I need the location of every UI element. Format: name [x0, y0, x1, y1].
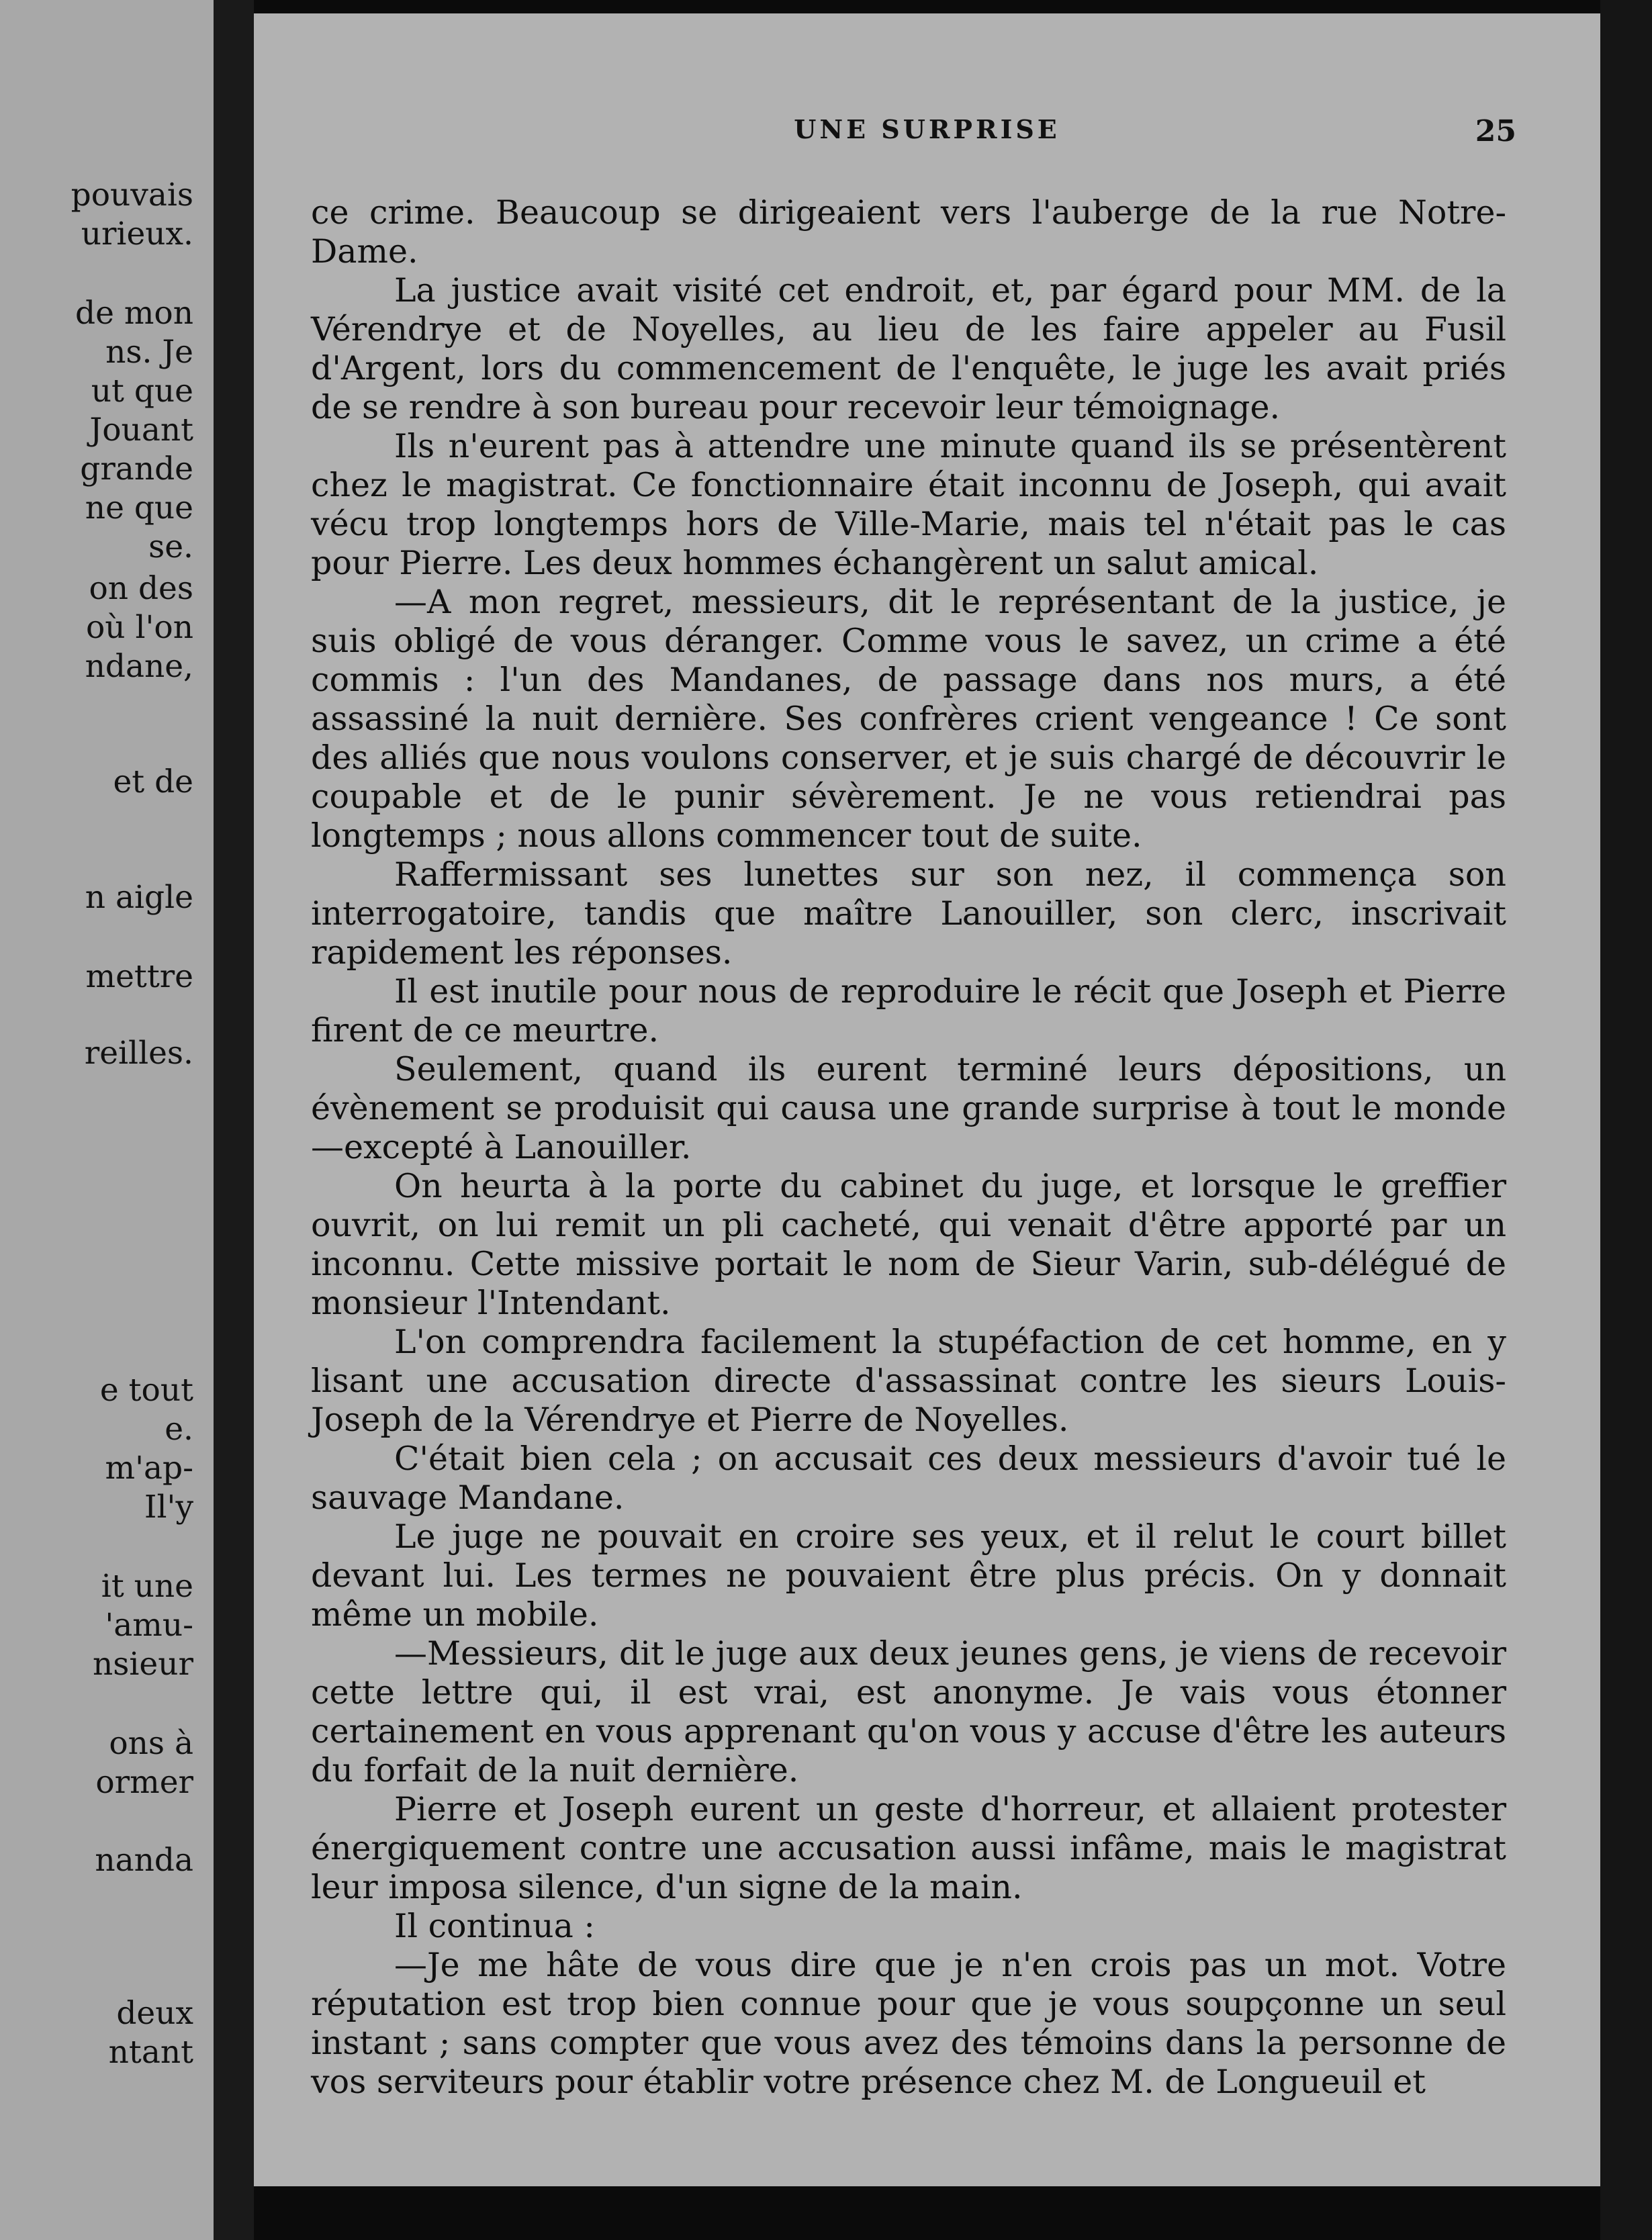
left-page-fragment: ndane,: [85, 648, 193, 685]
left-page-fragment: it une: [101, 1568, 193, 1605]
body-text: [311, 193, 1506, 2102]
left-page-fragment: ns. Je: [105, 334, 193, 371]
left-page-fragment: on des: [89, 570, 193, 607]
right-page: [254, 13, 1600, 2186]
left-page-fragment: ormer: [95, 1764, 193, 1801]
left-page-fragment: de mon: [75, 295, 193, 332]
left-page-fragment: urieux.: [81, 216, 193, 252]
left-page-fragment: 'amu-: [105, 1607, 193, 1644]
left-page-fragment: Jouant: [89, 412, 193, 449]
paragraph: On heurta à la porte du cabinet du juge, et lorsque le greffier ouvrit, on lui remit un pli cacheté, qui venait d'être apporté par un inconnu. Cette missive portait le nom de Sieur Varin, sub-délégué de monsieur l'Intendant.: [311, 1167, 1506, 1322]
paragraph: La justice avait visité cet endroit, et, par égard pour MM. de la Vérendrye et de Noyelles, au lieu de les faire appeler au Fusil d'Argent, lors du commencement de l'enquête, le juge les avait priés de se rendre à son bureau pour recevoir leur témoignage.: [311, 271, 1506, 426]
left-page-fragment: nanda: [95, 1842, 193, 1879]
left-page: [0, 0, 214, 2240]
paragraph: Ils n'eurent pas à attendre une minute quand ils se présentèrent chez le magistrat. Ce fonctionnaire était inconnu de Joseph, qui avait vécu trop longtemps hors de Ville-Marie, mais tel n'était pas le cas pour Pierre. Les deux hommes échangèrent un salut amical.: [311, 427, 1506, 582]
paragraph: —Messieurs, dit le juge aux deux jeunes gens, je viens de recevoir cette lettre qui, il est vrai, est anonyme. Je vais vous étonner certainement en vous apprenant qu'on vous y accuse d'être les auteurs du forfait de la nuit dernière.: [311, 1634, 1506, 1789]
paragraph: Raffermissant ses lunettes sur son nez, il commença son interrogatoire, tandis que maître Lanouiller, son clerc, inscrivait rapidement les réponses.: [311, 855, 1506, 972]
left-page-fragment: pouvais: [71, 177, 193, 214]
paragraph: ce crime. Beaucoup se dirigeaient vers l'auberge de la rue Notre-Dame.: [311, 193, 1506, 271]
paragraph: Le juge ne pouvait en croire ses yeux, et il relut le court billet devant lui. Les termes ne pouvaient être plus précis. On y donnait même un mobile.: [311, 1518, 1506, 1634]
paragraph: L'on comprendra facilement la stupéfaction de cet homme, en y lisant une accusation directe d'assassinat contre les sieurs Louis-Joseph de la Vérendrye et Pierre de Noyelles.: [311, 1323, 1506, 1439]
left-page-fragment: et de: [113, 763, 193, 800]
paragraph: Pierre et Joseph eurent un geste d'horreur, et allaient protester énergiquement contre une accusation aussi infâme, mais le magistrat leur imposa silence, d'un signe de la main.: [311, 1790, 1506, 1906]
book-gutter: [214, 0, 254, 2240]
left-page-fragment: n aigle: [85, 879, 193, 916]
left-page-fragment: reilles.: [84, 1035, 193, 1072]
scan-border: [1600, 0, 1652, 2240]
left-page-fragment: e tout: [99, 1372, 193, 1409]
left-page-fragment: ntant: [108, 2034, 193, 2071]
paragraph: Seulement, quand ils eurent terminé leurs dépositions, un évènement se produisit qui causa une grande surprise à tout le monde—excepté à Lanouiller.: [311, 1050, 1506, 1166]
left-page-fragment: ut que: [91, 373, 193, 410]
paragraph: —Je me hâte de vous dire que je n'en crois pas un mot. Votre réputation est trop bien connue pour que je vous soupçonne un seul instant ; sans compter que vous avez des témoins dans la personne de vos serviteurs pour établir votre présence chez M. de Longueuil et: [311, 1946, 1506, 2101]
paragraph: Il est inutile pour nous de reproduire le récit que Joseph et Pierre firent de ce meurtre.: [311, 972, 1506, 1049]
left-page-fragment: ne que: [85, 489, 193, 526]
paragraph: C'était bien cela ; on accusait ces deux messieurs d'avoir tué le sauvage Mandane.: [311, 1440, 1506, 1517]
left-page-fragment: e.: [165, 1411, 193, 1448]
paragraph: —A mon regret, messieurs, dit le représentant de la justice, je suis obligé de vous déranger. Comme vous le savez, un crime a été commis : l'un des Mandanes, de passage dans nos murs, a été assassiné la nuit dernière. Ses confrères crient vengeance ! Ce sont des alliés que nous voulons conserver, et je suis chargé de découvrir le coupable et de le punir sévèrement. Je ne vous retiendrai pas longtemps ; nous allons commencer tout de suite.: [311, 583, 1506, 855]
left-page-fragment: deux: [116, 1995, 193, 2032]
left-page-fragment: nsieur: [93, 1646, 193, 1683]
left-page-fragment: où l'on: [85, 609, 193, 646]
left-page-fragment: m'ap-: [105, 1450, 193, 1487]
paragraph: Il continua :: [394, 1907, 595, 1945]
left-page-fragment: ons à: [109, 1725, 193, 1762]
running-head: UNE SURPRISE: [794, 114, 1060, 144]
left-page-fragment: se.: [148, 528, 193, 565]
left-page-fragment: mettre: [85, 958, 193, 995]
left-page-fragment: Il'y: [144, 1489, 193, 1526]
left-page-fragment: grande: [80, 451, 193, 487]
page-number: 25: [1475, 114, 1516, 148]
